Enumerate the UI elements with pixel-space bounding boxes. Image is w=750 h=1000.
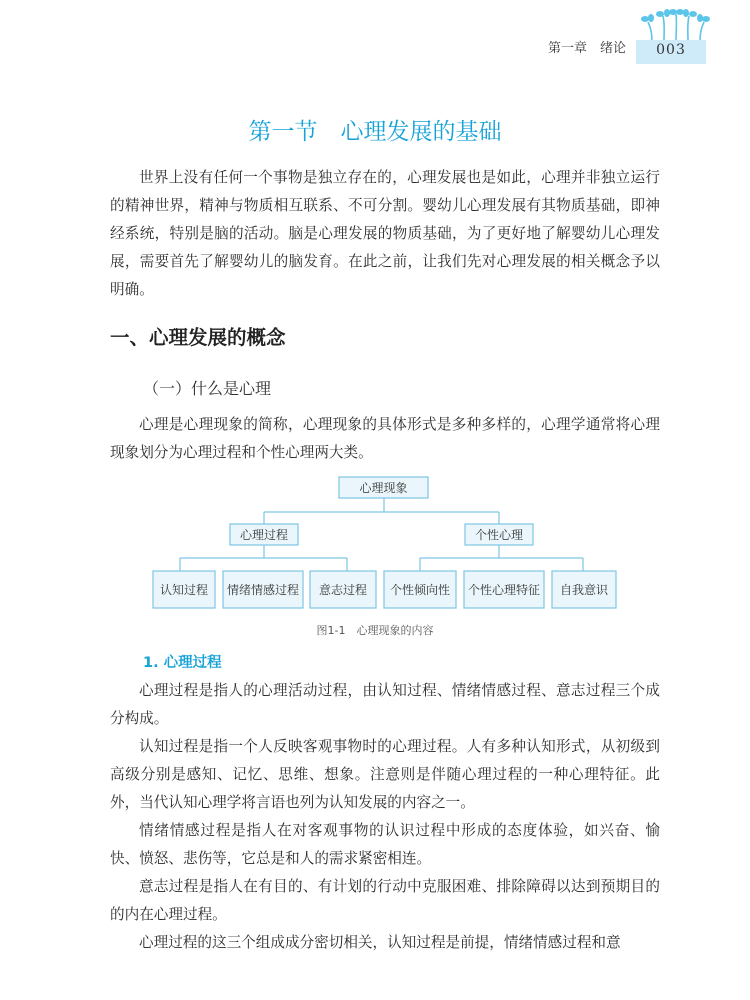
diagram-node-leaf-2-1-label: 个性倾向性 (389, 583, 451, 597)
diagram-node-leaf-1-3 (310, 571, 376, 608)
sprout-icon (640, 8, 710, 42)
paragraph-volitional-process: 意志过程是指人在有目的、有计划的行动中克服困难、排除障碍以达到预期目的的内在心理过程。 (110, 878, 660, 923)
paragraph-psyche-definition: 心理是心理现象的简称，心理现象的具体形式是多种多样的，心理学通常将心理现象划分为心理过程和个性心理两大类。 (110, 416, 660, 461)
diagram-node-root-label: 心理现象 (359, 481, 408, 495)
intro-paragraph: 世界上没有任何一个事物是独立存在的，心理发展也是如此，心理并非独立运行的精神世界，精神与物质相互联系、不可分割。婴幼儿心理发展有其物质基础，即神经系统，特别是脑的活动。脑是心理发展的物质基础，为了更好地了解婴幼儿心理发展，需要首先了解婴幼儿的脑发育。在此之前，让我们先对心理发展的相关概念予以明确。 (110, 169, 660, 298)
diagram-node-branch-2 (465, 524, 533, 545)
diagram-node-leaf-1-1 (153, 571, 215, 608)
diagram-node-leaf-1-2-label: 情绪情感过程 (226, 583, 300, 597)
paragraph-cognitive-process: 认知过程是指一个人反映客观事物时的心理过程。人有多种认知形式，从初级到高级分别是感知、记忆、思维、想象。注意则是伴随心理过程的一种心理特征。此外，当代认知心理学将言语也列为认知发展的内容之一。 (110, 738, 660, 811)
psychological-phenomena-diagram (0, 470, 750, 620)
paragraph-mental-process: 心理过程是指人的心理活动过程，由认知过程、情绪情感过程、意志过程三个成分构成。 (110, 682, 660, 727)
heading-level-3: 1. 心理过程 (143, 655, 222, 671)
diagram-node-leaf-2-3-label: 自我意识 (559, 583, 609, 597)
diagram-node-leaf-2-2 (464, 571, 544, 608)
diagram-node-root (339, 477, 428, 498)
diagram-node-leaf-2-1 (384, 571, 456, 608)
heading-level-2: （一）什么是心理 (143, 379, 272, 398)
diagram-node-branch-1-label: 心理过程 (239, 528, 289, 542)
diagram-node-leaf-1-3-label: 意志过程 (318, 583, 368, 597)
paragraph-emotional-process: 情绪情感过程是指人在对客观事物的认识过程中形成的态度体验，如兴奋、愉快、愤怒、悲伤等，它总是和人的需求紧密相连。 (110, 822, 660, 867)
paragraph-components-relation: 心理过程的这三个组成成分密切相关，认知过程是前提，情绪情感过程和意 (139, 934, 621, 951)
diagram-node-branch-2-label: 个性心理 (474, 528, 524, 542)
diagram-node-leaf-1-2 (223, 571, 303, 608)
diagram-node-leaf-2-3 (552, 571, 616, 608)
diagram-node-leaf-2-2-label: 个性心理特征 (467, 583, 541, 597)
chapter-header: 第一章 绪论 (548, 41, 627, 56)
figure-caption: 图1-1 心理现象的内容 (316, 624, 434, 637)
diagram-node-branch-1 (230, 524, 298, 545)
diagram-node-leaf-1-1-label: 认知过程 (159, 583, 209, 597)
section-title: 第一节 心理发展的基础 (248, 119, 502, 145)
heading-level-1: 一、心理发展的概念 (110, 326, 286, 349)
page-number: 003 (656, 42, 686, 58)
